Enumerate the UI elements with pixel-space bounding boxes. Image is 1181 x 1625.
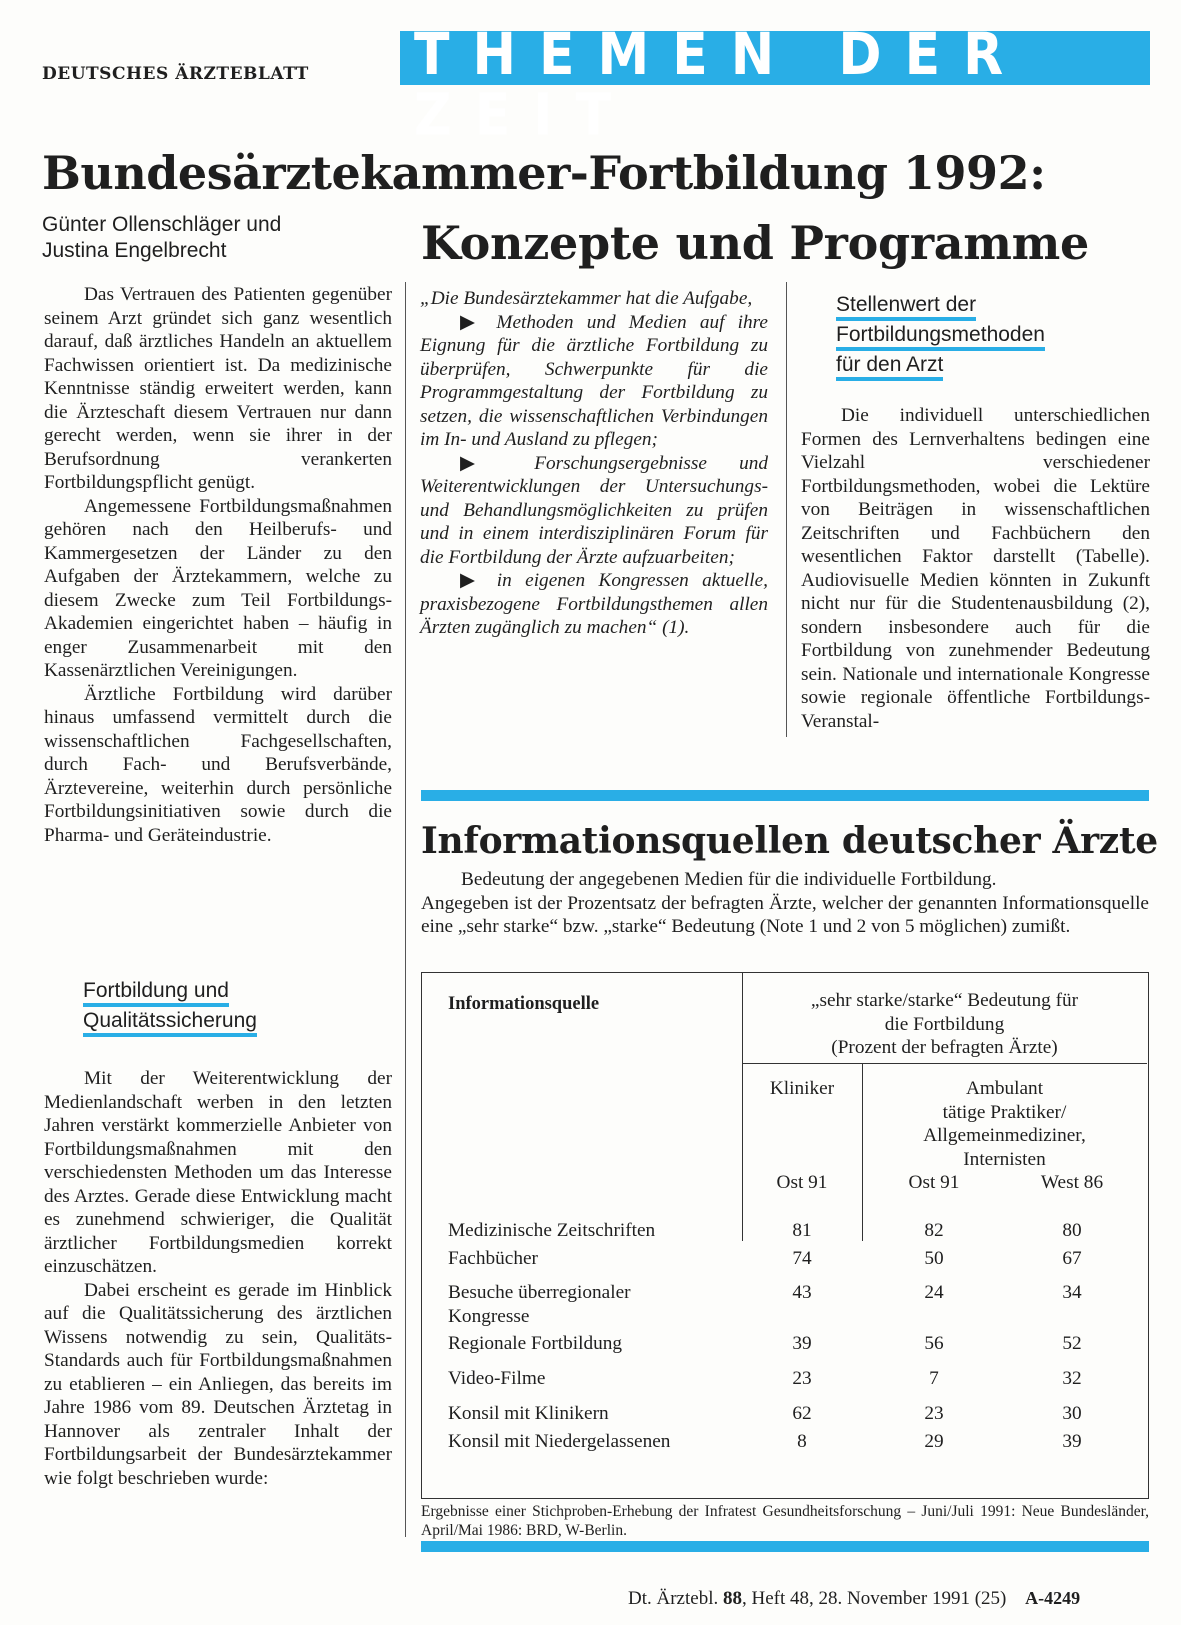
header-sub-ambulant-west: West 86	[1040, 1172, 1104, 1193]
quote-intro: „Die Bundesärztekammer hat die Aufgabe,	[420, 288, 753, 309]
footer-issue: , Heft 48, 28. November 1991 (25)	[741, 1588, 1007, 1609]
paragraph: Die individuell unterschiedlichen Formen des Lernverhaltens bedingen eine Vielzahl verschiedener Fortbildungsmethoden, wobei die Lektüre von Beiträgen in wissenschaftlichen Zeitschriften und Fachbüchern den wesentlichen Faktor darstellt (Tabelle). Audiovisuelle Medien könnten in Zukunft nicht nur für die Studentenausbildung (2), sondern insbesondere auch für die Fortbildung von zunehmender Bedeutung sein. Nationale und internationale Kongresse sowie regionale öffentliche Fortbildungs-Veranstal-	[801, 405, 1150, 732]
section-banner	[400, 21, 1150, 149]
table-cell: 50	[924, 1248, 944, 1269]
header-group: „sehr starke/starke“ Bedeutung für die Fortbildung (Prozent der befragten Ärzte)	[810, 990, 1079, 1058]
paragraph: Ärztliche Fortbildung wird darüber hinaus umfassend vermittelt durch die wissenschaftlichen Fachgesellschaften, durch Fach- und Berufsverbände, Ärztevereine, weiterhin durch persönliche Fortbildungsinitiativen sowie durch die Pharma- und Geräteindustrie.	[44, 683, 392, 846]
footer-page-number: A-4249	[1025, 1588, 1081, 1608]
bullet-icon: ▶	[460, 452, 503, 474]
table-cell: 23	[792, 1368, 812, 1389]
quote-item: ▶ in eigenen Kongressen aktuelle, praxisbezogene Fortbildungsthemen allen Ärzten zugänglich zu machen“ (1).	[420, 570, 769, 638]
quote-item: ▶ Methoden und Medien auf ihre Eignung für die ärztliche Fortbildung zu überprüfen, Schwerpunkte für die Programmgestaltung der Fortbildung zu setzen, die wissenschaftlichen Verbindungen im In- und Ausland zu pflegen;	[420, 311, 768, 450]
subheading-line: für den Arzt	[836, 353, 943, 381]
column-divider	[405, 282, 406, 1537]
infobox-desc-line1: Bedeutung der angegebenen Medien für die individuelle Fortbildung.	[461, 869, 997, 890]
table-cell: 23	[924, 1403, 944, 1424]
author-line2: Justina Engelbrecht	[42, 239, 227, 262]
column-1-lower	[44, 1067, 392, 1490]
table-caption: Ergebnisse einer Stichproben-Erhebung der Infratest Gesundheitsforschung – Juni/Juli 1991: Neue Bundesländer, April/Mai 1986: BRD, W-Berlin.	[421, 1503, 1149, 1539]
table-cell: 62	[792, 1403, 812, 1424]
table-row-label: Konsil mit Niedergelassenen	[448, 1431, 671, 1452]
section-title: THEMEN DER ZEIT	[414, 21, 1027, 149]
subheading-line: Fortbildung und	[83, 979, 229, 1007]
column-divider	[786, 282, 787, 737]
table-cell: 82	[924, 1220, 944, 1241]
table-row-label: Konsil mit Klinikern	[448, 1403, 609, 1424]
table-row-label: Medizinische Zeitschriften	[448, 1220, 656, 1241]
table-cell: 39	[792, 1333, 812, 1354]
table-cell: 74	[792, 1248, 812, 1269]
table-cell: 30	[1062, 1403, 1082, 1424]
subheading-line: Fortbildungsmethoden	[836, 323, 1045, 351]
article-title-line1: Bundesärztekammer-Fortbildung 1992:	[42, 146, 1046, 200]
table-cell: 29	[924, 1431, 944, 1452]
subheading-line: Qualitätssicherung	[83, 1009, 257, 1037]
subheading-line: Stellenwert der	[836, 293, 976, 321]
article-authors	[42, 212, 281, 264]
table-row-label: Besuche überregionaler Kongresse	[448, 1282, 631, 1327]
infobox-title: Informationsquellen deutscher Ärzte	[421, 820, 1158, 862]
header-ambulant: Ambulant tätige Praktiker/ Allgemeinmediziner, Internisten	[923, 1078, 1086, 1170]
data-table	[421, 972, 1149, 1499]
table-cell: 7	[929, 1368, 939, 1389]
page-footer	[628, 1588, 1080, 1610]
infobox-desc-rest: Angegeben ist der Prozentsatz der befragten Ärzte, welcher der genannten Informationsquelle eine „sehr starke“ bzw. „starke“ Bedeutung (Note 1 und 2 von 5 möglichen) zumißt.	[421, 892, 1149, 937]
table-row-label: Regionale Fortbildung	[448, 1333, 623, 1354]
infobox-bottom-bar	[421, 1541, 1149, 1552]
footer-volume: 88	[722, 1588, 742, 1609]
table-row-label: Video-Filme	[448, 1368, 546, 1389]
table-cell: 43	[792, 1282, 812, 1303]
footer-journal: Dt. Ärztebl.	[628, 1588, 719, 1609]
header-kliniker: Kliniker	[769, 1078, 835, 1099]
author-line1: Günter Ollenschläger und	[42, 213, 282, 236]
table-cell: 8	[797, 1431, 807, 1452]
header-sub-ambulant-ost: Ost 91	[908, 1172, 960, 1193]
column-2-quote	[420, 287, 768, 640]
table-cell: 56	[924, 1333, 944, 1354]
table-cell: 67	[1062, 1248, 1082, 1269]
paragraph: Das Vertrauen des Patienten gegenüber seinem Arzt gründet sich ganz wesentlich darauf, daß ärztliches Handeln an aktuellem Fachwissen orientiert ist. Da medizinische Kenntnisse ständig erweitert werden, kann die Ärzteschaft diesem Vertrauen nur dann gerecht werden, wenn sie ihrer in der Berufsordnung verankerten Fortbildungspflicht genügt.	[44, 284, 392, 493]
paragraph: Angemessene Fortbildungsmaßnahmen gehören nach den Heilberufs- und Kammergesetzen der Länder zu den Aufgaben der Ärztekammern, welche zu diesem Zwecke zum Teil Fortbildungs-Akademien eingerichtet haben – häufig in enger Zusammenarbeit mit den Kassenärztlichen Vereinigungen.	[44, 495, 392, 681]
bullet-icon: ▶	[460, 570, 484, 591]
subheading-fortbildung	[83, 976, 257, 1036]
table-divider-h	[742, 1063, 1147, 1064]
header-informationsquelle: Informationsquelle	[448, 994, 600, 1014]
column-3	[801, 404, 1150, 733]
quote-item: ▶ Forschungsergebnisse und Weiterentwicklungen der Untersuchungs- und Behandlungsmöglichkeiten zu prüfen und in einem interdisziplinären Forum für die Fortbildung der Ärzte aufzuarbeiten;	[420, 452, 768, 568]
table-cell: 80	[1062, 1220, 1082, 1241]
table-cell: 39	[1062, 1431, 1082, 1452]
bullet-icon: ▶	[460, 311, 484, 333]
paragraph: Dabei erscheint es gerade im Hinblick auf die Qualitätssicherung des ärztlichen Wissens notwendig zu sein, Qualitäts-Standards auch für Fortbildungsmaßnahmen zu etablieren – ein Anliegen, das bereits im Jahre 1986 vom 89. Deutschen Ärztetag in Hannover als zentraler Inhalt der Fortbildungsarbeit der Bundesärztekammer wie folgt beschrieben wurde:	[44, 1279, 392, 1489]
infobox-top-bar	[421, 790, 1149, 801]
table-cell: 52	[1062, 1333, 1082, 1354]
header-sub-kliniker-ost: Ost 91	[776, 1172, 828, 1193]
table-row-label: Fachbücher	[448, 1248, 538, 1269]
column-1	[44, 283, 392, 847]
table-cell: 32	[1062, 1368, 1082, 1389]
subheading-stellenwert	[836, 290, 1045, 380]
paragraph: Mit der Weiterentwicklung der Medienlandschaft werben in den letzten Jahren verstärkt kommerzielle Anbieter von Fortbildungsmaßnahmen mit den verschiedensten Methoden um das Interesse des Arztes. Gerade diese Entwicklung macht es zunehmend schwieriger, die Qualität ärztlicher Fortbildungsmedien korrekt einzuschätzen.	[44, 1068, 392, 1277]
table-cell: 81	[792, 1220, 812, 1241]
journal-name: DEUTSCHES ÄRZTEBLATT	[42, 64, 309, 84]
table-cell: 24	[924, 1282, 944, 1303]
article-title-line2: Konzepte und Programme	[421, 216, 1089, 270]
infobox-description	[421, 868, 1149, 939]
table-cell: 34	[1062, 1282, 1082, 1303]
